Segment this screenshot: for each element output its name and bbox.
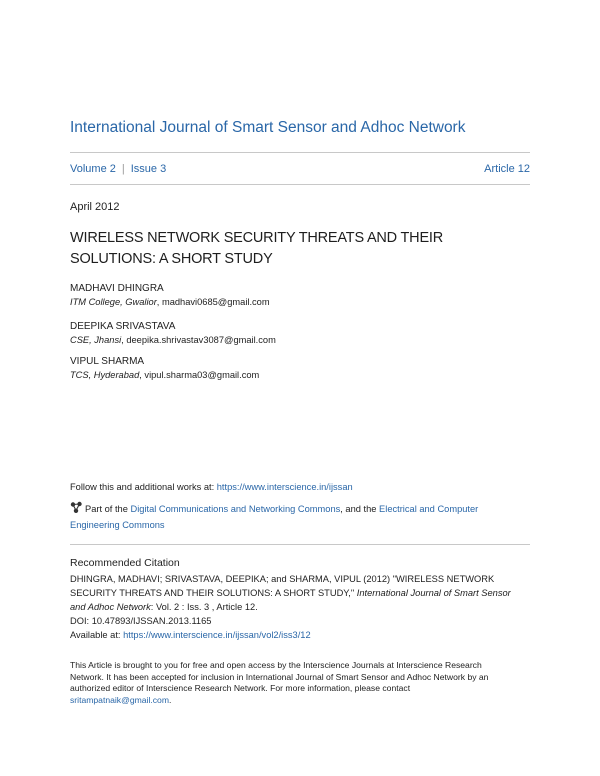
citation-block [70,572,530,642]
citation-text: SECURITY THREATS AND THEIR SOLUTIONS: A SHORT STUDY," [70,588,357,598]
divider [70,184,530,185]
follow-text: Follow this and additional works at: [70,482,217,492]
author-name: DEEPIKA SRIVASTAVA [70,321,176,332]
footer-line: This Article is brought to you for free and open access by the Interscience Journals at Interscience Research [70,660,482,670]
affiliation-institution: CSE, Jhansi [70,335,122,345]
citation-line [70,600,530,614]
publication-date: April 2012 [70,201,120,213]
author-email: madhavi0685@gmail.com [161,297,270,307]
footer-line [70,695,530,707]
contact-email-link[interactable]: sritampatnaik@gmail.com [70,694,169,705]
author-email: deepika.shrivastav3087@gmail.com [126,335,276,345]
footer-period: . [169,694,172,705]
commons-link-electrical-cont[interactable]: Engineering Commons [70,520,165,530]
commons-link-digital[interactable]: Digital Communications and Networking Commons [130,504,341,514]
separator: | [121,163,125,175]
commons-link-electrical[interactable]: Electrical and Computer [379,504,479,514]
divider [70,152,530,153]
divider [70,544,530,545]
journal-title[interactable]: International Journal of Smart Sensor and Adhoc Network [70,119,466,136]
citation-volume: : Vol. 2 : Iss. 3 , Article 12. [150,602,258,612]
author-name: VIPUL SHARMA [70,356,145,367]
title-line: WIRELESS NETWORK SECURITY THREATS AND THEIR [70,230,444,246]
footer-line: Network. It has been accepted for inclusion in International Journal of Smart Sensor and Adhoc Network by an [70,671,489,682]
volume-issue [70,163,166,175]
affiliation-institution: TCS, Hyderabad [70,370,140,380]
citation-doi: DOI: 10.47893/IJSSAN.2013.1165 [70,616,212,626]
available-link[interactable]: https://www.interscience.in/ijssan/vol2/iss3/12 [123,630,311,640]
citation-available [70,628,530,642]
citation-heading: Recommended Citation [70,557,180,569]
issue-link[interactable]: Issue 3 [130,163,167,175]
title-line: SOLUTIONS: A SHORT STUDY [70,251,273,267]
citation-line: DHINGRA, MADHAVI; SRIVASTAVA, DEEPIKA; and SHARMA, VIPUL (2012) "WIRELESS NETWORK [70,574,495,584]
citation-journal: International Journal of Smart Sensor [356,588,511,598]
article-link[interactable]: Article 12 [484,163,530,175]
author-affiliation: ITM College, Gwalior, madhavi0685@gmail.com [70,297,270,307]
partof-middle: , and the [340,504,380,514]
partof-prefix: Part of the [85,504,131,514]
footer-notice [70,660,530,706]
citation-line [70,586,530,600]
affiliation-institution: ITM College, Gwalior [70,297,157,307]
part-of-commons [70,501,530,533]
footer-line: authorized editor of Interscience Research Network. For more information, please contact [70,683,411,693]
follow-link[interactable]: https://www.interscience.in/ijssan [216,482,353,492]
network-icon [70,501,83,514]
author-email: vipul.sharma03@gmail.com [144,370,260,380]
volume-link[interactable]: Volume 2 [70,163,116,175]
available-prefix: Available at: [70,630,124,640]
author-affiliation: TCS, Hyderabad, vipul.sharma03@gmail.com [70,370,260,380]
author-affiliation: CSE, Jhansi, deepika.shrivastav3087@gmail.com [70,335,276,345]
follow-line [70,482,353,492]
citation-journal-cont: and Adhoc Network [70,602,151,612]
author-name: MADHAVI DHINGRA [70,283,164,294]
article-title [70,228,490,270]
